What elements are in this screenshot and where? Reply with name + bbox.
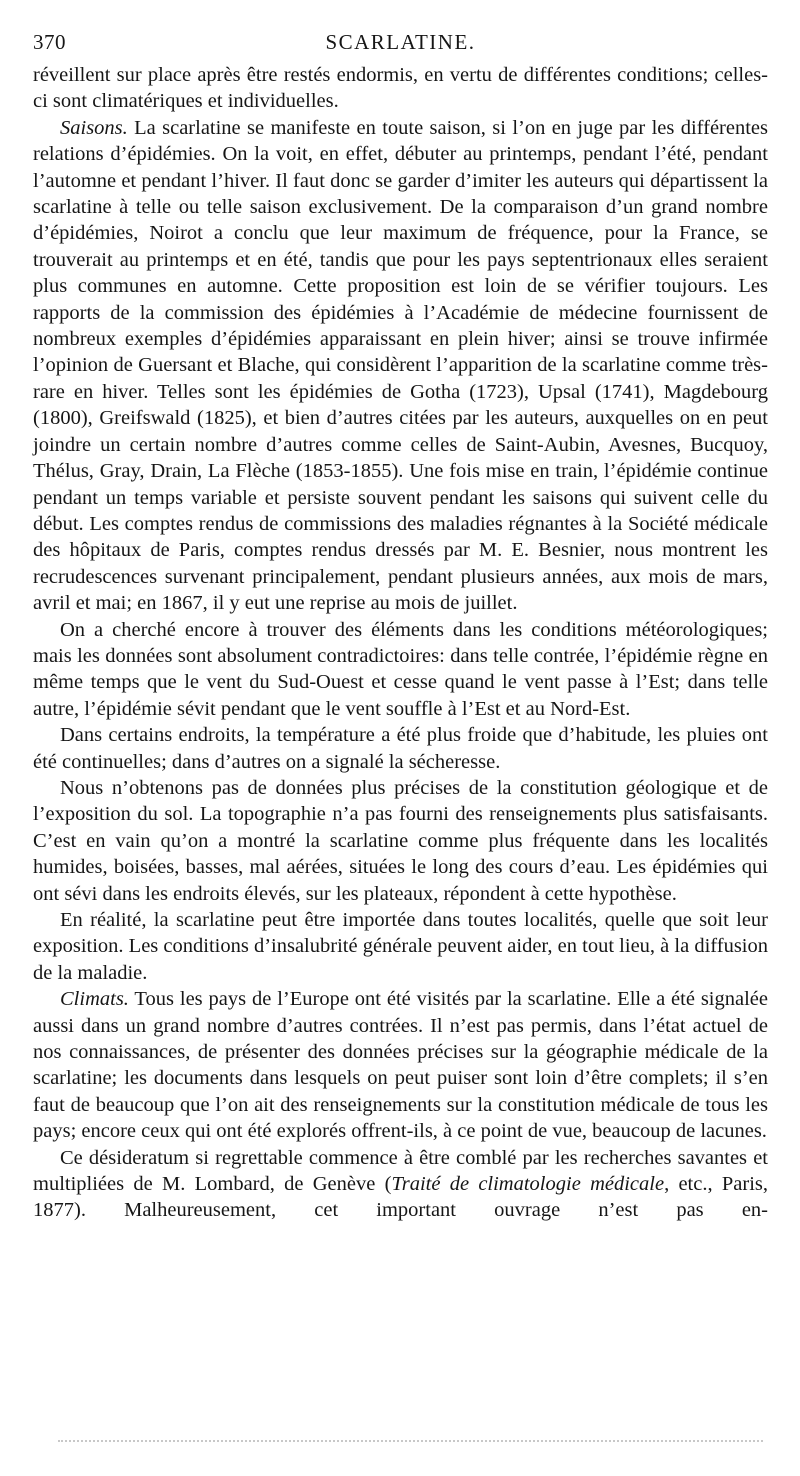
paragraph-importation (33, 907, 768, 986)
paragraph-text: Tous les pays de l’Europe ont été visités par la scarlatine. Elle a été signalée aussi dans un grand nombre d’autres contrées. Il n’est pas permis, dans l’état actuel de nos connaissances, de présenter des données précises sur la géographie médicale de la scarlatine; les documents dans lesquels on peut puiser sont loin d’être complets; il s’en faut de beaucoup que l’on ait des renseignements sur la constitution médicale de tous les pays; encore ceux qui ont été explorés offrent-ils, à ce point de vue, beaucoup de lacunes. (33, 988, 768, 1143)
body-text (33, 62, 768, 1224)
paragraph-text: réveillent sur place après être restés endormis, en vertu de différentes conditions; celles-ci sont climatériques et individuelles. (33, 64, 768, 113)
paragraph-continuation (33, 62, 768, 115)
paragraph-climats (33, 986, 768, 1144)
paragraph-geology (33, 775, 768, 907)
paragraph-saisons (33, 115, 768, 617)
paragraph-text: En réalité, la scarlatine peut être importée dans toutes localités, quelle que soit leur exposition. Les conditions d’insalubrité générale peuvent aider, en tout lieu, à la diffusion de la maladie. (33, 909, 768, 984)
paragraph-text: La scarlatine se manifeste en toute saison, si l’on en juge par les différentes relations d’épidémies. On la voit, en effet, débuter au printemps, pendant l’été, pendant l’automne et pendant l’hiver. Il faut donc se garder d’imiter les auteurs qui départissent la scarlatine à telle ou telle saison exclusivement. De la comparaison d’un grand nombre d’épidémies, Noirot a conclu que leur maximum de fréquence, pour la France, se trouverait au printemps et en été, tandis que pour les pays septentrionaux elles seraient plus communes en automne. Cette proposition est loin de se vérifier toujours. Les rapports de la commission des épidémies à l’Académie de médecine fournissent de nombreux exemples d’épidémies apparaissant en plein hiver; ainsi se trouve infirmée l’opinion de Guersant et Blache, qui considèrent l’apparition de la scarlatine comme très-rare en hiver. Telles sont les épidémies de Gotha (1723), Upsal (1741), Magdebourg (1800), Greifswald (1825), et bien d’autres citées par les auteurs, auxquelles on en peut joindre un certain nombre d’autres comme celles de Saint-Aubin, Avesnes, Bucquoy, Thélus, Gray, Drain, La Flèche (1853-1855). Une fois mise en train, l’épidémie continue pendant un temps variable et persiste souvent pendant les saisons qui suivent celle du début. Les comptes rendus de commissions des maladies régnantes à la Société médicale des hôpitaux de Paris, comptes rendus dressés par M. E. Besnier, nous montrent les recrudescences survenant principalement, pendant plusieurs années, aux mois de mars, avril et mai; en 1867, il y eut une reprise au mois de juillet. (33, 116, 768, 615)
paragraph-meteorological (33, 617, 768, 723)
book-title-citation: Traité de climatologie médicale (391, 1173, 665, 1196)
paragraph-text: On a cherché encore à trouver des éléments dans les conditions météorologiques; mais les données sont absolument contradictoires: dans telle contrée, l’épidémie règne en même temps que le vent du Sud-Ouest et cesse quand le vent passe à l’Est; dans telle autre, l’épidémie sévit pendant que le vent souffle à l’Est et au Nord-Est. (33, 618, 768, 720)
page-number: 370 (33, 30, 66, 54)
paragraph-text: Nous n’obtenons pas de données plus précises de la constitution géologique et de l’exposition du sol. La topographie n’a pas fourni des renseignements plus satisfaisants. C’est en vain qu’on a montré la scarlatine comme plus fréquente dans les localités humides, boisées, basses, mal aérées, situées le long des cours d’eau. Les épidémies qui ont sévi dans les endroits élevés, sur les plateaux, répondent à cette hypothèse. (33, 776, 768, 905)
paragraph-text: Dans certains endroits, la température a été plus froide que d’habitude, les pluies ont été continuelles; dans d’autres on a signalé la sécheresse. (33, 724, 768, 773)
paragraph-text: , etc., Paris, 1877). Malheureusement, cet important ouvrage n’est pas en- (33, 1173, 768, 1222)
section-lead-climats: Climats. (60, 988, 129, 1011)
paragraph-text: Ce désideratum si regrettable commence à être comblé par les recherches savantes et multipliées de M. Lombard, de Genève ( (33, 1146, 768, 1196)
footer-dotted-rule (58, 1440, 763, 1442)
running-title: SCARLATINE. (325, 30, 476, 54)
paragraph-lombard (33, 1145, 768, 1224)
page-header (33, 30, 768, 62)
book-page (33, 30, 768, 1224)
paragraph-temperature (33, 722, 768, 775)
section-lead-saisons: Saisons. (60, 116, 128, 139)
